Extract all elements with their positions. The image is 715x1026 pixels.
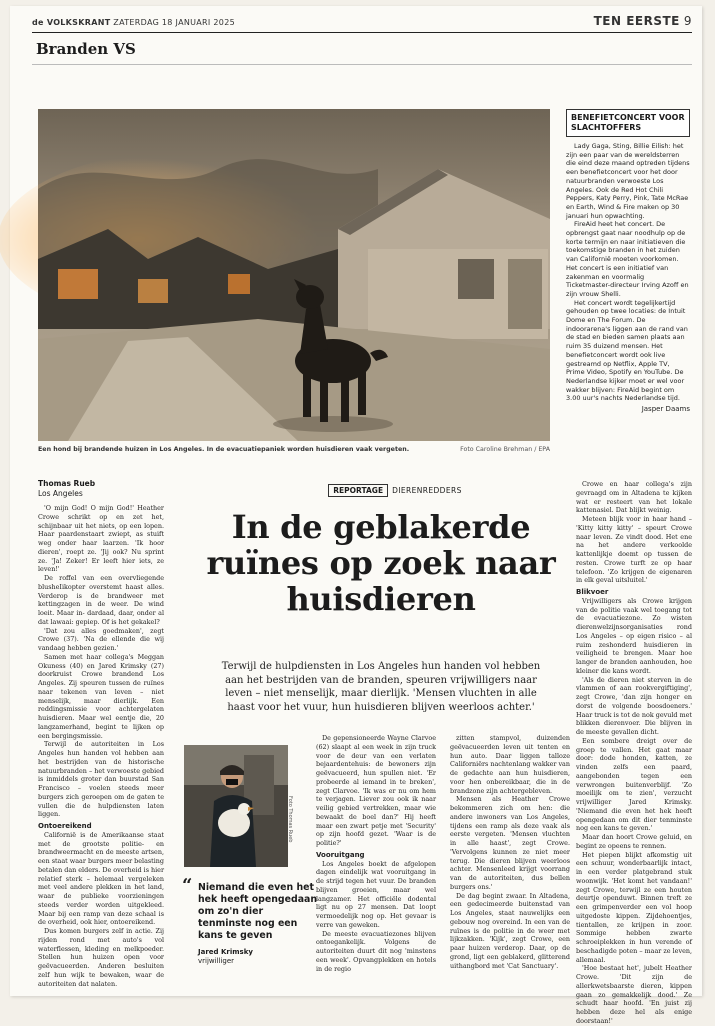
quote-mark-icon: “ [182,875,193,896]
sidebar-paragraph: Lady Gaga, Sting, Billie Eilish: het zijn een paar van de wereldsterren die eind deze maand optreden tijdens een benefietconcert voor het door natuurbranden verwoeste Los Angeles. Ook de Red Hot Chili Peppers, Katy Perry, Pink, Tate McRae en Earth, Wind & Fire maken op 30 januari hun opwachting. [566,142,690,220]
paragraph: 'Als de dieren niet sterven in de vlammen of aan rookvergiftiging', zegt Crowe, 'dan zijn honger en dorst de volgende boosdoeners.' Haar truck is tot de nok gevuld met blikken dierenvoer. Die blijven in de meeste gevallen dicht. [576,675,692,736]
paragraph: 'Dat zou alles goedmaken', zegt Crowe (37). 'Na de ellende die wij vandaag hebben gezien.' [38,626,164,652]
sidebar-box [566,109,690,414]
inset-credit: Foto Thomas Rueb [287,796,293,843]
lead-paragraph: Terwijl de hulpdiensten in Los Angeles hun handen vol hebben aan het bestrijden van de branden, speuren vrijwilligers naar leven – niet menselijk, maar dierlijk. 'Mensen vluchten in alle haast voor het vuur, hun huisdieren blijven weerloos achter.' [221,661,541,713]
paragraph: 'O mijn God! O mijn God!' Heather Crowe schrikt op en zet het, schijnbaar uit het niets, op een lopen. Haar paardenstaart zwiept, as stuift weg onder haar laarzen. 'Ik hoor dieren', roept ze. 'Jij ook? Nu sprint ze. 'Ja! Zeker! Er leeft hier iets, ze leven!' [38,504,164,574]
article-column [576,480,692,1026]
sidebar-paragraph: FireAid heet het concert. De opbrengst gaat naar noodhulp op de korte termijn en naar initiatieven die toekomstige branden in het zuiden van Californië moeten voorkomen. Het concert is een initiatief van zakenman en voormalig Ticketmaster-directeur Irving Azoff en zijn vrouw Shelli. [566,220,689,298]
pullquote [182,875,318,966]
paragraph: Maar dan hoort Crowe geluid, en begint ze opeens te rennen. [576,833,692,850]
section-label: TEN EERSTE [593,14,680,28]
genre-label: REPORTAGE [328,484,388,497]
subheading: Ontoereikend [38,822,92,830]
paragraph: Californië is de Amerikaanse staat met de grootste politie- en brandweermacht en de meeste artsen, een staat waar burgers meer belasting betalen dan elders. De overheid is hier relatief sterk – helemaal vergeleken met veel andere plekken in het land, waar de publieke voorzieningen steeds verder worden uitgekleed. Maar bij een ramp van deze schaal is de overheid, ook hier, ontoereikend. [38,830,165,927]
paragraph: De dag begint zwaar. In Altadena, een gedecimeerde buitenstad van Los Angeles, staat nauwelijks een gebouw nog overeind. In een van de ruïnes is de politie in de weer met lijkzakken. 'Kijk', zegt Crowe, een paar huizen verderop. Daar, op de grond, ligt een geblakerd, glitterend uithangbord met 'Cat Sanctuary'. [450,891,570,970]
page-number: 9 [683,14,692,28]
photo-credit: Foto Caroline Brehman / EPA [460,446,550,453]
paragraph: Dus komen burgers zelf in actie. Zij rijden rond met auto's vol waterflessen, kleding en melkpoeder. Stellen hun huizen open voor geëvacueerden. Anderen besluiten zelf hun wijk te bewaken, waar de autoriteiten dat nalaten. [38,927,164,988]
paragraph: Een sombere dreigt over de groep te vallen. Het gaat maar door: dode honden, katten, ze vinden zelfs een paard, aangebonden tegen een verwrongen buitenverblijf. 'Zo moeilijk om te zien', verzucht vrijwilliger Jared Krimsky. 'Niemand die even het hek heeft opengedaan om dit dier tenminste nog een kans te geven.' [576,736,692,833]
divider [32,64,692,65]
photo-caption: Een hond bij brandende huizen in Los Angeles. In de evacuatiepaniek worden huisdieren vaak vergeten. Foto Caroline Brehman / EPA [38,446,550,453]
volunteer-with-chicken-illustration [184,745,288,867]
inset-photo [184,745,288,867]
paragraph: De roffel van een overvliegende blusheIikopter overstemt haast alles. Verderop is de brandweer met kettingzagen in de weer. De wind loeit. Maar in- dardaad, daar, onder al dat lawaai: gepiep. Of is het gekakel? [38,574,164,626]
topic-label: DIERENREDDERS [392,486,462,495]
pullquote-name: Jared Krimsky [198,948,253,956]
article-column [38,504,164,988]
subheading: Blikvoer [576,588,609,596]
paragraph: Los Angeles boekt de afgelopen dagen eindelijk wat vooruitgang in de strijd tegen het vuur. De branden blijven groeien, maar wel langzamer. Het officiële dodental ligt nu op 27 mensen. Dat loopt vermoedelijk nog op. Het gevaar is verre van geweken. [316,859,436,929]
author-name: Thomas Rueb [38,479,96,488]
sidebar-title: BENEFIETCONCERT VOOR SLACHTOFFERS [566,109,690,137]
paragraph: De meeste evacuatiezones blijven ontoegankelijk. Volgens de autoriteiten duurt dit nog 'minstens een week'. Opvangplekken en hotels in de regio [316,929,436,973]
paragraph: 'Hoe bestaat het', jubelt Heather Crowe. 'Dit zijn de allerkwetsbaarste dieren, kippen gaan zo gemakkelijk dood.' Ze schudt haar hoofd. 'En juist zij hebben deze hel als enige doorstaan!' [576,964,692,1025]
subheading: Vooruitgang [316,850,365,859]
article-column [450,734,570,970]
article-column [316,734,436,973]
sidebar-author: Jasper Daams [641,405,690,414]
masthead [32,14,692,30]
paragraph: zitten stampvol, duizenden geëvacueerden leven uit tenten en hun auto. Daar liggen talloze Californiërs nachtenlang wakker van de gedachte aan hun huisdieren, voor hen onbereikbaar, die in de brandzone zijn achtergebleven. [450,734,570,795]
paragraph: Vrijwilligers als Crowe krijgen van de politie vaak wel toegang tot de evacuatiezone. Zo wisten dierenwelzijnsorganisaties rond Los Angeles – op eigen risico – al ruim zeshonderd huisdieren in veiligheid te brengen. Maar hoe langer de branden aanhouden, hoe kleiner die kans wordt. [576,596,692,675]
byline [38,479,95,499]
dog-fire-illustration [38,109,550,441]
paragraph: Mensen als Heather Crowe bekommeren zich om hen: die andere inwoners van Los Angeles, tijdens een ramp als deze vaak als eerste vergeten. 'Mensen vluchten in alle haast', zegt Crowe. 'Vervolgens kunnen ze niet meer terug. Die dieren blijven weerloos achter. Mensenleed krijgt voorrang van de autoriteiten, dus bellen burgers ons.' [450,795,570,891]
paper-name: de VOLKSKRANT [32,18,111,27]
divider [32,32,692,33]
pullquote-role: vrijwilliger [198,957,235,965]
paragraph: Crowe en haar collega's zijn gevraagd om in Altadena te kijken wat er resteert van het lokale kattenasiel. Dat blijkt weinig. [576,480,692,515]
paragraph: Het piepen blijkt afkomstig uit een schuur, wonderbaarlijk intact, in een verder platgebrand stuk woonwijk. 'Het komt het vandaan!' zegt Crowe, terwijl ze een houten deurtje openduwt. Binnen treft ze een grimpenverder een vol hoop uitgedoste kippen. Zijdehoentjes, tientallen, ze krijpen in zoor. Sommige hebben zwarte schroeiplekken in hun verende of beschadigde poten – maar ze leven, allemaal. [576,850,692,964]
pullquote-attribution [198,948,318,966]
sidebar-paragraph: Het concert wordt tegelijkertijd gehouden op twee locaties: de Intuit Dome en The Forum. De indoorarena's liggen aan de rand van de stad en bieden samen plaats aan ruim 35 duizend mensen. Het benefietconcert wordt ook live gestreamd op Netflix, Apple TV, Prime Video, Spotify en YouTube. De Nederlandse kijker moet er wel voor wakker blijven: FireAid begint om 3.00 uur's nachts Nederlandse tijd. [566,298,688,403]
issue-date: ZATERDAG 18 JANUARI 2025 [113,18,235,27]
pullquote-text: Niemand die even het hek heeft opengedaan om zo'n dier tenminste nog een kans te geven [198,882,318,941]
paragraph: De gepensioneerde Wayne Clarvoe (62) slaapt al een week in zijn truck voor de deur van een verlaten bejaardentehuis: de bewoners zijn geëvacueerd, hun spullen niet. 'Er probeerde al iemand in te breken', zegt Clarvoe. 'Ik was er nu om hem te verjagen. Liever zou ook ik naar veilig gebied vertrekken, maar wie bewaakt de boel dan?' Hij heeft maar een zwart petje met 'Security' op zijn hoofd gezet. 'Waar is de politie?' [316,734,436,847]
main-photo [38,109,550,441]
newspaper-page [10,6,702,1025]
kicker [310,486,480,495]
paragraph: Terwijl de autoriteiten in Los Angeles hun handen vol hebben aan het bestrijden van de historische natuurbranden – het verwoeste gebied is inmiddels groter dan buurstad San Francisco – voelen steeds meer burgers zich geroepen om de gaten te vullen die de hulpdiensten laten liggen. [38,740,164,819]
headline: In de geblakerde ruïnes op zoek naar huisdieren [206,508,556,618]
sidebar-body [566,137,690,414]
dateline: Los Angeles [38,489,83,498]
paragraph: Samen met haar collega's Meggan Okuness (40) en Jared Krimsky (27) doorkruist Crowe brandend Los Angeles. Zij speuren tussen de ruïnes naar tekenen van leven – niet menselijk, maar dierlijk. Een reddingsmissie voor achtergelaten huisdieren. Maar wel eentje die, 20 langzamerhand, begint te lijken op een bergingsmissie. [38,652,164,740]
paragraph: Meteen blijk voor in haar hand – 'Kitty kitty kitty' – speurt Crowe naar leven. Ze vindt dood. Het ene na het andere verkoolde kattenlijkje doemt op tussen de resten. Crowe turft ze op haar telefoon. 'Zo krijgen de eigenaren in elk geval uitsluitel.' [576,515,692,585]
section-title: Branden VS [36,40,136,58]
